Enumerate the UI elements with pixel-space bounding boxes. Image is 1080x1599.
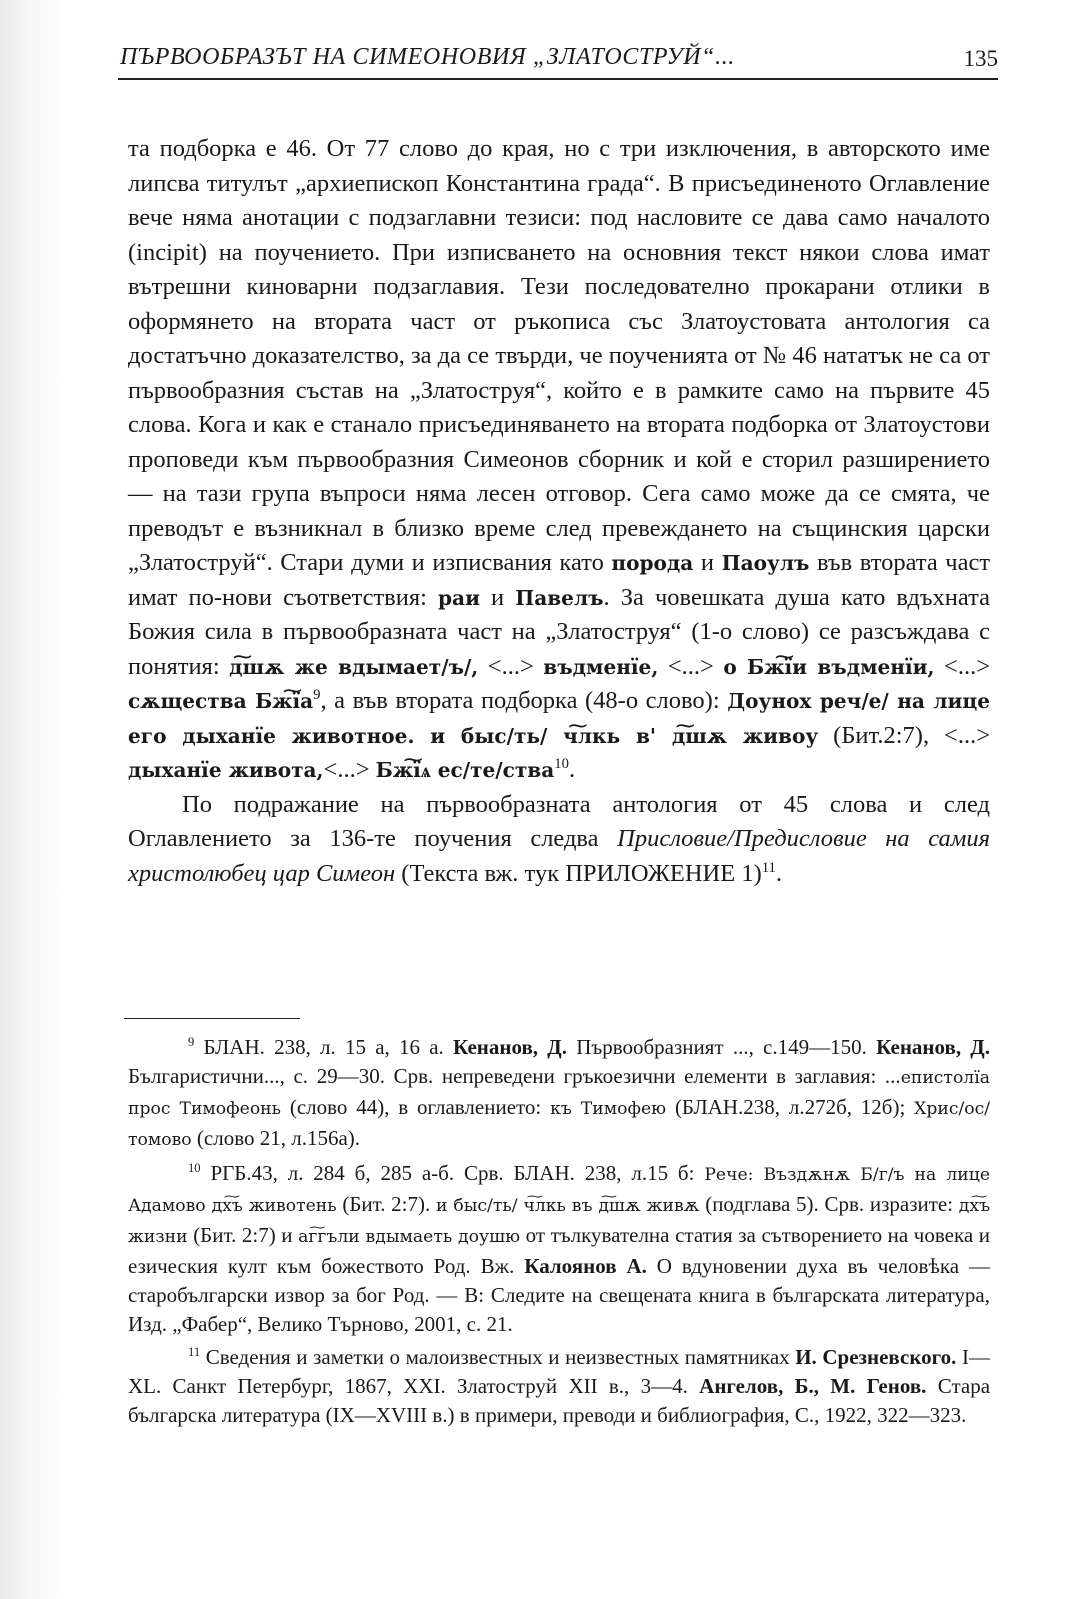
text-run: . xyxy=(775,859,783,887)
footnote-separator xyxy=(124,1018,300,1019)
text-run: По подражание на първообразната антология от 45 слова и след Оглавлението за 136-те поучения следва xyxy=(128,790,990,852)
running-header xyxy=(118,42,998,82)
footnote-number: 11 xyxy=(188,1345,201,1359)
text-run: (слово 44), в оглавлението: xyxy=(289,1095,542,1119)
church-slavonic-quote: аг͠гъли вдымаеть доушю xyxy=(298,1227,521,1247)
author-name: Кенанов, Д. xyxy=(453,1035,567,1059)
main-text xyxy=(128,132,990,891)
church-slavonic-quote: Бж͠їѧ ес/те/ства xyxy=(375,758,555,782)
church-slavonic-quote: сѫщества Бж͠їа xyxy=(128,689,314,713)
footnote-number: 9 xyxy=(188,1035,195,1049)
page-number: 135 xyxy=(963,46,998,71)
church-slavonic-term: епистолїа прос Тимофеонь xyxy=(128,1068,990,1119)
header-rule xyxy=(118,78,998,80)
text-run: <...> xyxy=(487,652,534,680)
church-slavonic-quote: и быс/ть/ ч͠лкь въ д͠шѫ живѫ xyxy=(435,1196,700,1216)
text-run: (подглава 5). Срв. изразите: xyxy=(705,1192,954,1216)
footnote-11 xyxy=(128,1343,990,1430)
author-name: Калоянов А. xyxy=(524,1254,647,1278)
text-run: и xyxy=(700,549,715,576)
author-name: И. Срезневского. xyxy=(795,1345,957,1369)
church-slavonic-quote: Доунох реч/е/ на лице его дыханїе животное. и быс/ть/ ч͠лкь в' д͠шѫ живоу xyxy=(128,689,991,748)
church-slavonic-term: къ Тимофею xyxy=(550,1099,667,1119)
text-run: I—XL. Санкт Петербург, 1867, XXI. Златоструй XII в., 3—4. xyxy=(128,1345,990,1398)
church-slavonic-term: Хрис/ос/томово xyxy=(128,1099,991,1150)
footnote-ref-9[interactable]: 9 xyxy=(313,686,321,703)
church-slavonic-quote: о Бж͠їи въдменїи, xyxy=(723,654,935,679)
church-slavonic-quote: въдменїе, xyxy=(543,654,659,679)
text-run: (Бит.2:7), <...> xyxy=(833,721,991,749)
paragraph-2 xyxy=(128,788,990,892)
author-name: Ангелов, Б., М. Генов. xyxy=(699,1374,927,1398)
text-run: (Текста вж. тук ПРИЛОЖЕНИЕ 1) xyxy=(401,859,762,887)
church-slavonic-term: раи xyxy=(438,585,480,610)
text-run: та подборка е 46. От 77 слово до края, но с три изключения, в авторското име липсва титулът „архиепископ Константина града“. В присъединеното Оглавление вече няма анотации с подзаглавни тезиси: под насловите се дава само началото (incipit) на поучението. При изписването на основния текст някои слова имат вътрешни киноварни подзаглавия. Тези последователно прокарани отлики в оформянето на втората част от ръкописа със Златоустовата антология са достатъчно доказателство, за да се твърди, че поученията от № 46 нататък не са от първообразния състав на „Златоструя“, който е в рамките само на първите 45 слова. Кога и как е станало присъединяването на втората подборка от Златоустови проповеди към първообразния Симеонов сборник и кой е сторил разширението — на тази група въпроси няма лесен отговор. Сега само може да се смята, че преводът е възникнал в близко време след превеждането на същинския царски „Златоструй“. Стари думи и изписвания като xyxy=(128,135,990,576)
text-run: Българистични..., с. 29—30. Срв. непреведени гръкоезични елементи в заглавия: ... xyxy=(128,1064,901,1088)
text-run: БЛАН. 238, л. 15 а, 16 а. xyxy=(203,1035,444,1059)
footnotes xyxy=(128,1033,990,1434)
footnote-ref-10[interactable]: 10 xyxy=(554,755,569,772)
text-run: . xyxy=(568,756,576,783)
text-run: и xyxy=(491,583,505,611)
text-run: от тълкувателна статия за сътворението на човека и езическия култ към божеството Род. Вж. xyxy=(128,1223,990,1278)
church-slavonic-quote: д͠шѫ же вдымает/ъ/, xyxy=(229,654,479,679)
text-run: (Бит. 2:7). xyxy=(342,1192,431,1216)
running-title: ПЪРВООБРАЗЪТ НА СИМЕОНОВИЯ „ЗЛАТОСТРУЙ“... xyxy=(120,44,735,70)
text-run: . За човешката душа като вдъхната Божия сила в първообразната част на „Златоструя“ (1-о слово) се разсъждава с понятия: xyxy=(128,583,990,680)
footnote-ref-11[interactable]: 11 xyxy=(761,859,776,876)
church-slavonic-term: дх͠ъ жизни xyxy=(128,1196,991,1247)
footnote-10 xyxy=(128,1159,990,1339)
church-slavonic-quote: Рече: Въздѫнѫ Б/г/ъ на лице Адамово дх͠ъ животень xyxy=(128,1165,991,1216)
text-run: <...> xyxy=(323,756,370,783)
text-run: РГБ.43, л. 284 б, 285 а-б. Срв. БЛАН. 238, л.15 б: xyxy=(210,1161,695,1185)
text-run: Сведения и заметки о малоизвестных и неизвестных памятниках xyxy=(205,1345,790,1369)
text-run: (Бит. 2:7) и xyxy=(193,1223,293,1247)
text-run: <...> xyxy=(667,652,714,680)
footnote-9 xyxy=(128,1033,990,1155)
text-run: (БЛАН.238, л.272б, 12б); xyxy=(674,1095,906,1119)
text-run: във втората част имат по-нови съответствия: xyxy=(128,549,991,611)
church-slavonic-term: порода xyxy=(611,551,694,575)
text-run: , а във втората подборка (48-о слово): xyxy=(320,687,720,714)
text-run: О вдуновении духа въ человѣка — старобългарски извор за бог Род. — В: Следите на свещената книга в българската литература, Изд. „Фабер“, Велико Търново, 2001, с. 21. xyxy=(128,1254,990,1336)
italic-title: Присловие/Предисловие на самия христолюбец цар Симеон xyxy=(128,825,990,887)
text-run: (слово 21, л.156а). xyxy=(196,1126,361,1150)
church-slavonic-term: Паоулъ xyxy=(721,551,810,575)
text-run: Стара българска литература (IX—XVIII в.) в примери, преводи и библиография, С., 1922, 322—323. xyxy=(128,1374,991,1427)
footnote-number: 10 xyxy=(188,1161,201,1175)
paragraph-1 xyxy=(128,132,990,788)
author-name: Кенанов, Д. xyxy=(876,1035,991,1059)
text-run: Първообразният ..., с.149—150. xyxy=(576,1035,867,1059)
church-slavonic-term: Павелъ xyxy=(515,585,604,610)
text-run: <...> xyxy=(944,652,991,680)
church-slavonic-quote: дыханїе живота, xyxy=(128,758,324,782)
